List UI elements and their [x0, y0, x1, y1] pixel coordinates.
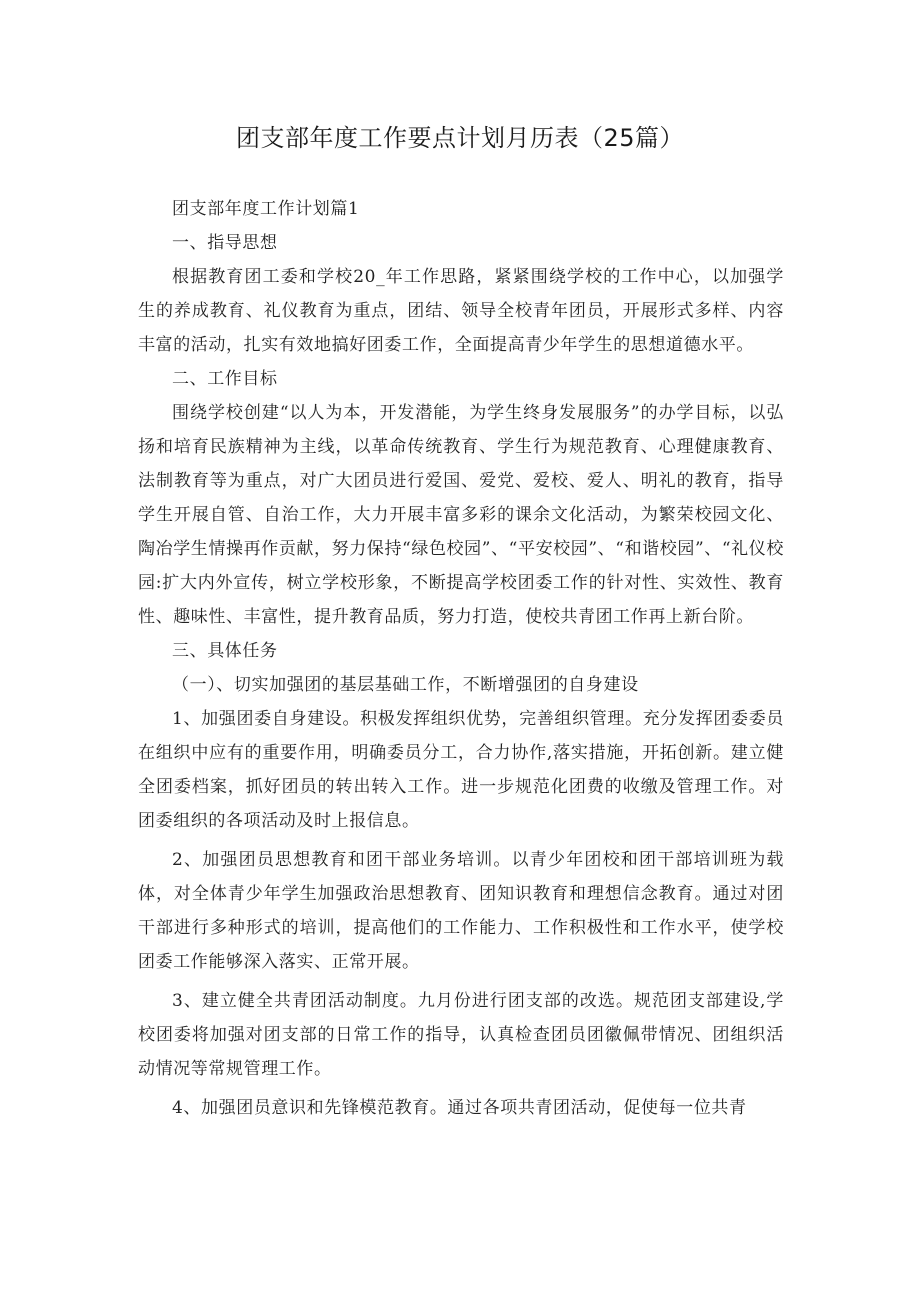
paragraph-task-1: 1、加强团委自身建设。积极发挥组织优势，完善组织管理。充分发挥团委委员在组织中应有的重要作用，明确委员分工，合力协作,落实措施，开拓创新。建立健全团委档案，抓好团员的转出转入工作。进一步规范化团费的收缴及管理工作。对团委组织的各项活动及时上报信息。: [138, 709, 784, 831]
paragraph-guiding-thought: 根据教育团工委和学校20_年工作思路，紧紧围绕学校的工作中心，以加强学生的养成教育、礼仪教育为重点，团结、领导全校青年团员，开展形式多样、内容丰富的活动，扎实有效地搞好团委工作，全面提高青少年学生的思想道德水平。: [138, 267, 784, 355]
paragraph-heading-guiding-thought: 一、指导思想: [172, 233, 278, 253]
paragraph-task-3: 3、建立健全共青团活动制度。九月份进行团支部的改选。规范团支部建设,学校团委将加强对团支部的日常工作的指导，认真检查团员团徽佩带情况、团组织活动情况等常规管理工作。: [138, 991, 784, 1079]
paragraph-task-2: 2、加强团员思想教育和团干部业务培训。以青少年团校和团干部培训班为载体，对全体青少年学生加强政治思想教育、团知识教育和理想信念教育。通过对团干部进行多种形式的培训，提高他们的工作能力、工作积极性和工作水平，使学校团委工作能够深入落实、正常开展。: [138, 850, 784, 972]
paragraph-work-goals: 围绕学校创建“以人为本，开发潜能，为学生终身发展服务”的办学目标，以弘扬和培育民族精神为主线，以革命传统教育、学生行为规范教育、心理健康教育、法制教育等为重点，对广大团员进行爱国、爱党、爱校、爱人、明礼的教育，指导学生开展自管、自治工作，大力开展丰富多彩的课余文化活动，为繁荣校园文化、陶冶学生情操再作贡献，努力保持“绿色校园”、“平安校园”、“和谐校园”、“礼仪校园:扩大内外宣传，树立学校形象，不断提高学校团委工作的针对性、实效性、教育性、趣味性、丰富性，提升教育品质，努力打造，使校共青团工作再上新台阶。: [138, 403, 784, 627]
paragraph-heading-work-goals: 二、工作目标: [172, 369, 278, 389]
document-title: 团支部年度工作要点计划月历表（25篇）: [235, 124, 685, 152]
paragraph-task-4: 4、加强团员意识和先锋模范教育。通过各项共青团活动，促使每一位共青: [172, 1098, 747, 1118]
paragraph-heading-specific-tasks: 三、具体任务: [172, 641, 278, 661]
paragraph-subheading-1: （一）、切实加强团的基层基础工作，不断增强团的自身建设: [172, 675, 639, 695]
paragraph-section-heading: 团支部年度工作计划篇1: [172, 199, 360, 219]
document-body: [138, 192, 784, 1125]
